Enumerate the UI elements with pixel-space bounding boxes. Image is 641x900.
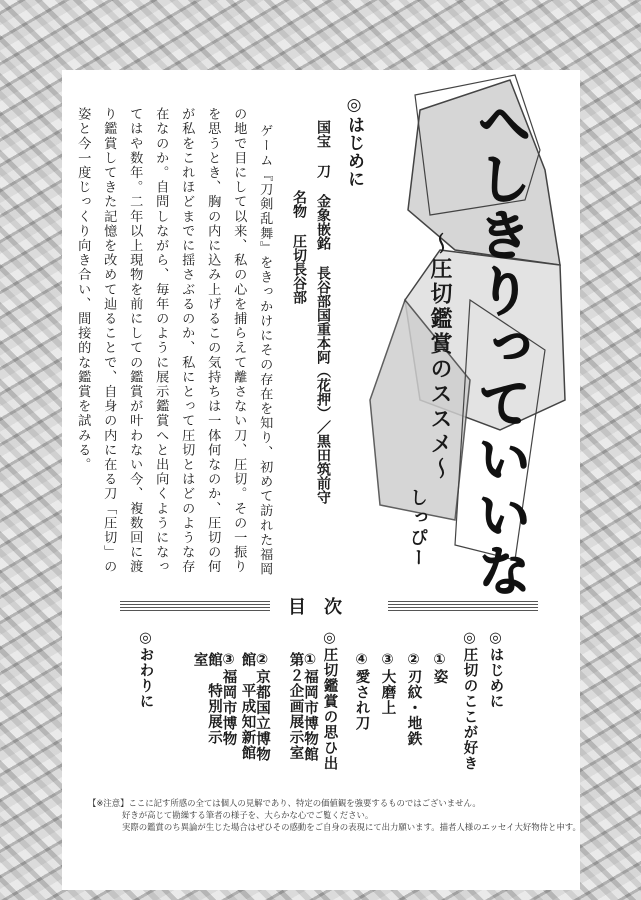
sword-name-line-2: 名物 圧切長谷部 xyxy=(291,190,307,304)
author: しっぴー xyxy=(407,488,428,568)
notice-line: 【※注意】ここに記す所感の全ては個人の見解であり、特定の価値観を強要するものではございません。 xyxy=(88,798,481,808)
toc-item-sugata[interactable]: ①姿 xyxy=(431,652,448,685)
intro-body-column: 在なのか。自問しながら、毎年のように展示鑑賞へと出向くようになっ xyxy=(153,107,169,575)
toc-item-memories[interactable]: ◎圧切鑑賞の思ひ出 xyxy=(321,630,338,771)
title: へしきりっていいな xyxy=(469,95,532,599)
intro-body-column: てはや数年。二年以上現物を前にしての鑑賞が叶わない今、複数回に渡 xyxy=(127,107,143,575)
toc-rule-right xyxy=(388,601,538,611)
intro-body-column: ゲーム『刀剣乱舞』をきっかけにその存在を知り、初めて訪れた福岡 xyxy=(257,124,273,577)
intro-body-column: の地で目にして以来、私の心を捕らえて離さない刀、圧切。その一振り xyxy=(231,107,247,575)
subtitle: 〜圧切鑑賞のススメ〜 xyxy=(427,232,452,482)
toc-item-osuriage[interactable]: ③大磨上 xyxy=(379,652,396,716)
disclaimer-notice xyxy=(88,797,581,833)
toc-item-hamon[interactable]: ②刃紋・地鉄 xyxy=(405,652,422,747)
notice-line: 好きが高じて勘繰する筆者の様子を、大らかな心でご覧ください。 xyxy=(122,810,374,820)
intro-body-column: 姿と今一度じっくり向き合い、間接的な鑑賞を試みる。 xyxy=(75,107,91,472)
intro-body-column: り鑑賞してきた記憶を改めて辿ることで、自身の内に在る刀「圧切」の xyxy=(101,107,117,575)
toc-item-favorites[interactable]: ◎圧切のここが好き xyxy=(461,630,478,771)
intro-body-column: を思うとき、胸の内に込み上げるこの気持ちは一体何なのか、圧切の何 xyxy=(205,107,221,575)
toc-item-aisare[interactable]: ④愛され刀 xyxy=(353,652,370,731)
toc-item-intro[interactable]: ◎はじめに xyxy=(487,630,504,709)
toc-title: 目次 xyxy=(288,597,360,618)
notice-line: 実際の鑑賞のち異論が生じた場合はぜひその感動をご自身の表現にて出力願います。描者人様のエッセイ大好物侍と申す。 xyxy=(122,822,581,832)
toc-header xyxy=(120,597,540,618)
toc-item-outro[interactable]: ◎おわりに xyxy=(137,630,154,709)
toc-rule-left xyxy=(120,601,270,611)
toc-item-fukuoka-2[interactable]: ①福岡市博物館 第２企画展示室 xyxy=(287,652,318,778)
toc-item-fukuoka-special[interactable]: ③福岡市博物館 特別展示室 xyxy=(191,652,237,747)
intro-heading: ◎はじめに xyxy=(344,95,364,188)
toc-item-kyoto[interactable]: ②京都国立博物館 平成知新館 xyxy=(239,652,270,762)
sword-name-line-1: 国宝 刀 金象嵌銘 長谷部国重本阿（花押）／黒田筑前守 xyxy=(315,120,331,504)
intro-body-column: が私をこれほどまでに揺さぶるのか、私にとって圧切とはどのような存 xyxy=(179,107,195,575)
